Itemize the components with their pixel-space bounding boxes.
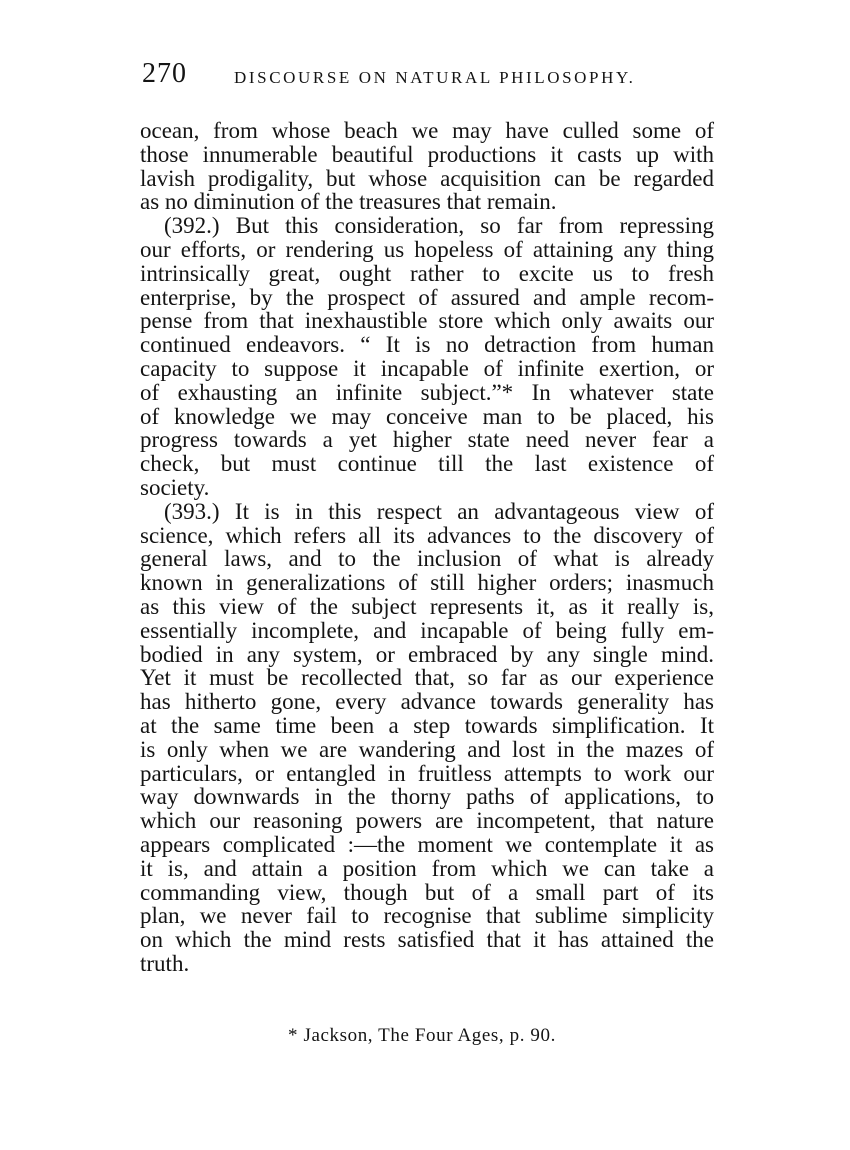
text-line: appears complicated :—the moment we contemplate it as [140,831,714,857]
text-line: pense from that inexhaustible store which only awaits our [140,308,714,334]
text-line: progress towards a yet higher state need never fear a [140,427,714,453]
text-line: lavish prodigality, but whose acquisition can be regarded [140,165,714,191]
text-line: of knowledge we may conceive man to be placed, his [140,403,714,429]
text-line: intrinsically great, ought rather to excite us to fresh [140,260,714,286]
footnote: * Jackson, The Four Ages, p. 90. [288,1025,556,1046]
body-text [140,119,714,976]
text-line: plan, we never fail to recognise that sublime simplicity [140,903,714,929]
text-line: on which the mind rests satisfied that it has attained the [140,927,714,953]
text-line: has hitherto gone, every advance towards generality has [140,689,714,715]
text-line: enterprise, by the prospect of assured and ample recom- [140,284,714,310]
text-line: general laws, and to the inclusion of what is already [140,546,714,572]
running-title: DISCOURSE ON NATURAL PHILOSOPHY. [234,68,636,87]
text-line: Yet it must be recollected that, so far as our experience [140,665,714,691]
text-line: our efforts, or rendering us hopeless of attaining any thing [140,236,714,262]
text-line: continued endeavors. “ It is no detraction from human [140,332,714,358]
text-line: it is, and attain a position from which we can take a [140,855,714,881]
text-line: society. [140,474,210,500]
text-line: those innumerable beautiful productions it casts up with [140,141,714,167]
text-line: known in generalizations of still higher orders; inasmuch [140,570,714,596]
text-line: essentially incomplete, and incapable of being fully em- [140,617,714,643]
running-head [142,58,717,94]
text-line: science, which refers all its advances to the discovery of [140,522,714,548]
text-line: of exhausting an infinite subject.”* In whatever state [140,379,714,405]
text-line: (393.) It is in this respect an advantageous view of [164,498,714,524]
text-line: truth. [140,950,190,976]
text-line: is only when we are wandering and lost in the mazes of [140,736,714,762]
text-line: as no diminution of the treasures that remain. [140,189,557,215]
text-line: way downwards in the thorny paths of applications, to [140,784,714,810]
text-line: commanding view, though but of a small part of its [140,879,714,905]
text-line: as this view of the subject represents it, as it really is, [140,593,714,619]
text-line: (392.) But this consideration, so far from repressing [164,213,714,239]
text-line: particulars, or entangled in fruitless attempts to work our [140,760,714,786]
text-line: bodied in any system, or embraced by any single mind. [140,641,714,667]
text-line: at the same time been a step towards simplification. It [140,712,714,738]
text-line: capacity to suppose it incapable of infinite exertion, or [140,355,714,381]
text-line: which our reasoning powers are incompetent, that nature [140,808,714,834]
page-number: 270 [142,58,187,89]
text-line: check, but must continue till the last existence of [140,451,714,477]
text-line: ocean, from whose beach we may have culled some of [140,118,714,143]
